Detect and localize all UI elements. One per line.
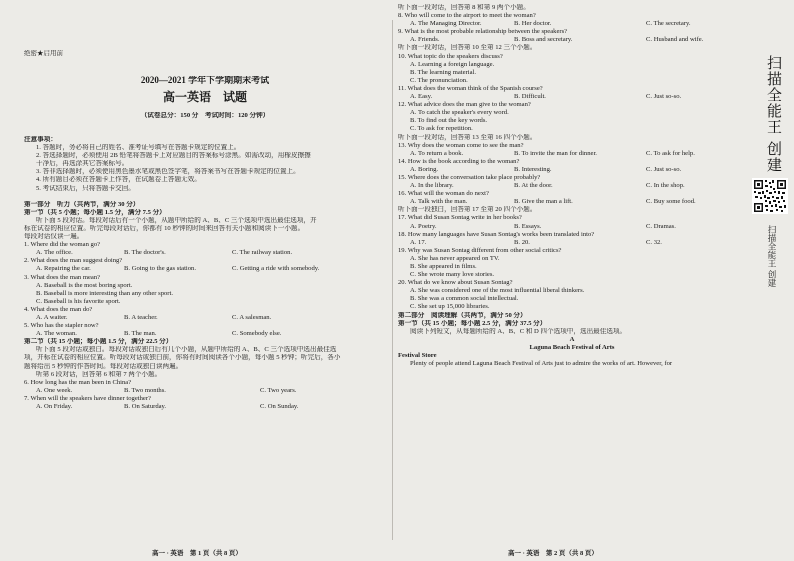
- text-line: C. The pronunciation.: [410, 76, 468, 84]
- notice-item: 5. 考试结束后，只将答题卡交回。: [36, 184, 135, 192]
- passage-title: Laguna Beach Festival of Arts: [529, 343, 615, 351]
- question: 5. Who has the stapler now?: [24, 322, 99, 330]
- option-b: B. Baseball is more interesting than any other sport.: [36, 289, 173, 297]
- text-line: B. She appeared in films.: [410, 263, 477, 270]
- notice-list: [24, 144, 386, 193]
- text-line: 8. Who will come to the airport to meet the woman?: [398, 12, 536, 20]
- text-line: 19. Why was Susan Sontag different from other social critics?: [398, 246, 562, 254]
- section1-intro: 标在试卷的相应位置。听完每段对话后，你都有 10 秒钟的时间来回答有关小题和阅读下一小题。: [24, 224, 305, 232]
- text-line: 听下面一段对话，回答第 10 至第 12 三个小题。: [398, 44, 537, 52]
- text-line: 11. What does the woman think of the Spanish course?: [398, 84, 543, 92]
- text-line: 17. What did Susan Sontag write in her books?: [398, 214, 522, 222]
- option-c: C. Getting a ride with somebody.: [232, 265, 320, 273]
- text-line: A. To catch the speaker's every word.: [410, 109, 509, 117]
- question-options: [24, 330, 386, 338]
- option-b: B. To invite the man for dinner.: [514, 149, 597, 157]
- option-a: A. A waiter.: [36, 313, 68, 321]
- exam-title: 2020—2021 学年下学期期末考试: [140, 76, 270, 85]
- text-line: A. She was considered one of the most influential liberal thinkers.: [410, 287, 585, 295]
- exam-info: （试卷总分：150 分 考试时间：120 分钟）: [140, 112, 270, 119]
- option-a: A. Poetry.: [410, 222, 437, 230]
- notice-item: 4. 所有题目必须在答题卡上作答，在试题卷上答题无效。: [36, 176, 201, 184]
- option-b: B. At the door.: [514, 182, 553, 190]
- option-a: A. To return a book.: [410, 149, 464, 157]
- text-line: B. The learning material.: [410, 68, 476, 76]
- notice-item: 干净后，再选涂其它答案标号。: [36, 160, 129, 168]
- option-a: A. Boring.: [410, 165, 439, 173]
- option-b: B. The man.: [124, 330, 157, 338]
- option-c: C. Husband and wife.: [646, 36, 704, 44]
- section-heading: Festival Store: [398, 352, 437, 360]
- text-line: B. To find out the key words.: [410, 117, 488, 125]
- option-a: A. Friends.: [410, 36, 440, 44]
- text-line: Plenty of people attend Laguna Beach Festival of Arts just to admire the works of art. However, for: [410, 360, 673, 368]
- option-b: B. Two months.: [124, 386, 166, 394]
- text-line: B. She was a common social intellectual.: [410, 295, 519, 303]
- left-page: [24, 0, 386, 561]
- text-line: 16. What will the woman do next?: [398, 190, 489, 198]
- option-c: C. Dramas.: [646, 222, 676, 230]
- part1-heading: 第一部分 听力（共两节，满分 30 分）: [24, 200, 140, 208]
- option-c: C. Two years.: [260, 386, 297, 394]
- text-line: A. Learning a foreign language.: [410, 60, 495, 68]
- secret-label: 绝密★启用前: [24, 50, 63, 57]
- question-options: [24, 249, 386, 257]
- section2-heading: 第二节（共 15 小题；每小题 1.5 分，满分 22.5 分）: [24, 338, 173, 346]
- question-options: [24, 403, 386, 411]
- section2-intro: 题将给出 5 秒钟的作答时间。每段对话或独白读两遍。: [24, 362, 183, 370]
- question-options: [398, 182, 746, 190]
- option-c: C. Buy some food.: [646, 198, 696, 206]
- section1-intro: 听下面 5 段对话。每段对话后有一个小题，从题中所给的 A、B、C 三个选项中选出最佳选项，并: [36, 216, 317, 224]
- question-options: [398, 239, 746, 247]
- option-c: C. Baseball is his favorite sport.: [36, 297, 121, 305]
- question: 1. Where did the woman go?: [24, 241, 101, 249]
- section2-intro: 听第 6 段对话，回答第 6 和第 7 两个小题。: [36, 370, 162, 378]
- option-a: A. Easy.: [410, 93, 433, 101]
- option-a: A. Baseball is the most boring sport.: [36, 281, 133, 289]
- option-a: A. On Friday.: [36, 403, 73, 410]
- text-line: A. She has never appeared on TV.: [410, 254, 500, 262]
- text-line: 20. What do we know about Susan Sontag?: [398, 279, 513, 287]
- question: 6. How long has the man been in China?: [24, 378, 132, 386]
- text-line: 10. What topic do the speakers discuss?: [398, 52, 503, 60]
- option-c: C. Somebody else.: [232, 330, 282, 338]
- question-options: [398, 223, 746, 231]
- page-footer: 高一 · 英语 第 2 页（共 8 页）: [508, 549, 598, 557]
- text-line: 14. How is the book according to the woman?: [398, 157, 520, 165]
- section2-intro: 听下面 5 段对话或独白。每段对话或独白后有几个小题，从题中所给的 A、B、C 三个选项中选出最佳选: [36, 346, 337, 354]
- exam-subtitle: 高一英语 试题: [162, 90, 247, 104]
- option-a: A. The woman.: [36, 330, 77, 338]
- notice-item: 3. 答非选择题时，必须使用黑色墨水笔或黑色签字笔，将答案书写在答题卡规定的位置上。: [36, 168, 300, 176]
- watermark-small-text: 扫描全能王 创建: [766, 225, 776, 288]
- option-b: B. Boss and secretary.: [514, 36, 573, 44]
- question: 2. What does the man suggest doing?: [24, 257, 123, 265]
- option-b: B. Difficult.: [514, 93, 546, 101]
- question-options: [24, 265, 386, 273]
- question-options: [24, 387, 386, 395]
- option-c: C. 32.: [646, 238, 662, 246]
- option-a: A. In the library.: [410, 182, 454, 190]
- question: 3. What does the man mean?: [24, 273, 101, 281]
- notice-item: 1. 答题时，务必将自己的姓名、准考证号填写在答题卡规定的位置上。: [36, 144, 241, 152]
- scanner-watermark: [756, 0, 794, 561]
- option-c: C. Just so-so.: [646, 93, 682, 101]
- right-body: [398, 4, 746, 368]
- text-line: 听下面一段对话，回答第 13 至第 16 四个小题。: [398, 133, 537, 141]
- text-line: 听下面一段对话，回答第 8 和第 9 两个小题。: [398, 4, 530, 11]
- option-c: C. A salesman.: [232, 313, 272, 321]
- question: 7. When will the speakers have dinner together?: [24, 394, 151, 402]
- left-body: [24, 136, 386, 411]
- option-a: A. The office.: [36, 249, 73, 257]
- text-line: 12. What advice does the man give to the woman?: [398, 101, 531, 109]
- notice-item: 2. 答选择题时，必须使用 2B 铅笔将答题卡上对应题目的答案标号涂黑。如需改动，用橡皮擦擦: [36, 152, 311, 160]
- option-c: C. Just so-so.: [646, 165, 682, 173]
- notice-heading: 注意事项：: [24, 136, 57, 143]
- option-a: A. The Managing Director.: [410, 20, 482, 28]
- option-b: B. Give the man a lift.: [514, 198, 573, 206]
- text-line: 听下面一段独白，回答第 17 至第 20 四个小题。: [398, 206, 537, 214]
- text-line: 15. Where does the conversation take place probably?: [398, 173, 541, 181]
- question-options: [398, 198, 746, 206]
- question-options: [398, 20, 746, 28]
- text-line: 阅读下列短文，从每题所给的 A、B、C 和 D 四个选项中，选出最佳选项。: [410, 327, 627, 335]
- section1-intro: 每段对话仅读一遍。: [24, 233, 84, 241]
- page-divider: [392, 20, 393, 540]
- right-page: [398, 0, 746, 561]
- page-footer: 高一 · 英语 第 1 页（共 8 页）: [152, 549, 242, 557]
- option-b: B. 20.: [514, 238, 530, 246]
- option-c: C. In the shop.: [646, 182, 685, 190]
- passage-title: A: [569, 335, 575, 343]
- section1-heading: 第一节（共 5 小题；每小题 1.5 分，满分 7.5 分）: [24, 208, 166, 216]
- option-b: B. A teacher.: [124, 313, 158, 321]
- option-b: B. Essays.: [514, 222, 542, 230]
- option-c: C. On Sunday.: [260, 403, 299, 410]
- text-line: C. She wrote many love stories.: [410, 271, 495, 279]
- question-options: [398, 150, 746, 158]
- option-a: A. One week.: [36, 386, 73, 394]
- text-line: C. She set up 15,000 libraries.: [410, 303, 490, 311]
- qr-code-icon: [752, 178, 788, 214]
- text-line: 18. How many languages have Susan Sontag's works been translated into?: [398, 230, 595, 238]
- option-c: C. To ask for help.: [646, 149, 695, 157]
- option-b: B. Going to the gas station.: [124, 265, 196, 273]
- section-heading: 第一节（共 15 小题；每小题 2.5 分，满分 37.5 分）: [398, 319, 547, 327]
- option-b: B. The doctor's.: [124, 249, 166, 257]
- text-line: 9. What is the most probable relationship between the speakers?: [398, 28, 568, 36]
- option-c: C. The railway station.: [232, 249, 293, 257]
- question-options: [398, 36, 746, 44]
- option-a: A. Repairing the car.: [36, 265, 91, 273]
- section-heading: 第二部分 阅读理解（共两节，满分 50 分）: [398, 311, 527, 319]
- option-a: A. Talk with the man.: [410, 198, 468, 206]
- text-line: C. To ask for repetition.: [410, 125, 473, 133]
- text-line: 13. Why does the woman come to see the man?: [398, 141, 524, 149]
- question: 4. What does the man do?: [24, 305, 93, 313]
- question-options: [24, 314, 386, 322]
- watermark-text: 扫描全能王 创建: [765, 55, 783, 173]
- option-c: C. The secretary.: [646, 20, 691, 28]
- question-options: [398, 166, 746, 174]
- option-a: A. 17.: [410, 238, 427, 246]
- option-b: B. On Saturday.: [124, 403, 167, 410]
- question-options: [398, 93, 746, 101]
- section2-intro: 项，并标在试卷的相应位置。听每段对话或独白前，你将有时间阅读各个小题，每小题 5 秒钟；听完后，各小: [24, 354, 341, 362]
- option-b: B. Interesting.: [514, 165, 552, 173]
- option-b: B. Her doctor.: [514, 20, 552, 28]
